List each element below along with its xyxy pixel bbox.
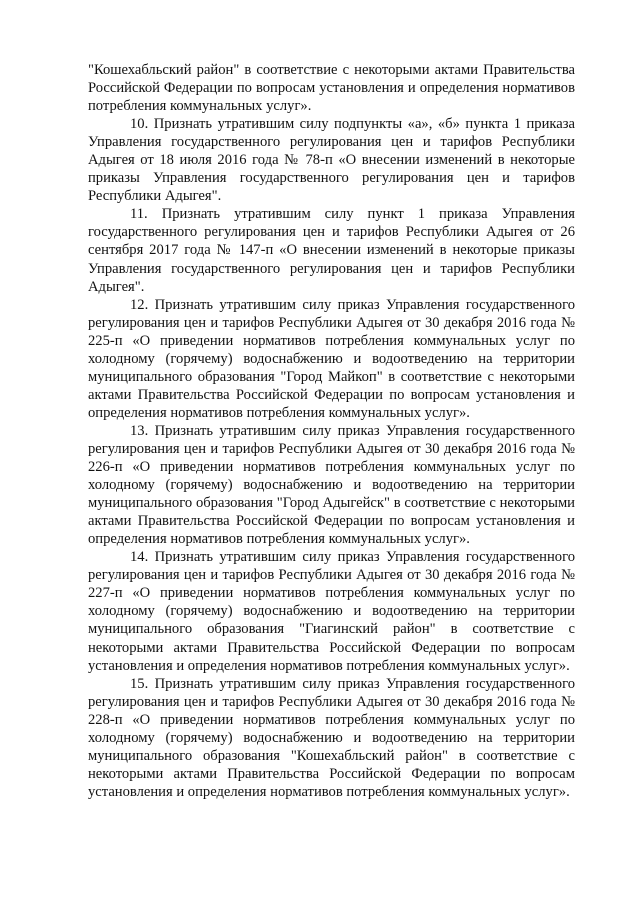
paragraph-item-10: 10. Признать утратившим силу подпункты «а», «б» пункта 1 приказа Управления государственного регулирования цен и тарифов Республики Адыгея от 18 июля 2016 года № 78-п «О внесении изменений в некоторые приказы Управления государственного регулирования цен и тарифов Республики Адыгея". [88,116,575,205]
paragraph-item-14: 14. Признать утратившим силу приказ Управления государственного регулирования цен и тарифов Республики Адыгея от 30 декабря 2016 года № 227-п «О приведении нормативов потребления коммунальных услуг по холодному (горячему) водоснабжению и водоотведению на территории муниципального образования "Гиагинский район" в соответствие с некоторыми актами Правительства Российской Федерации по вопросам установления и определения нормативов потребления коммунальных услуг». [88,549,575,674]
paragraph-continuation: "Кошехабльский район" в соответствие с некоторыми актами Правительства Российской Федерации по вопросам установления и определения нормативов потребления коммунальных услуг». [88,62,575,115]
paragraph-item-12: 12. Признать утратившим силу приказ Управления государственного регулирования цен и тарифов Республики Адыгея от 30 декабря 2016 года № 225-п «О приведении нормативов потребления коммунальных услуг по холодному (горячему) водоснабжению и водоотведению на территории муниципального образования "Город Майкоп" в соответствие с некоторыми актами Правительства Российской Федерации по вопросам установления и определения нормативов потребления коммунальных услуг». [88,296,575,421]
paragraph-item-15: 15. Признать утратившим силу приказ Управления государственного регулирования цен и тарифов Республики Адыгея от 30 декабря 2016 года № 228-п «О приведении нормативов потребления коммунальных услуг по холодному (горячему) водоснабжению и водоотведению на территории муниципального образования "Кошехабльский район" в соответствие с некоторыми актами Правительства Российской Федерации по вопросам установления и определения нормативов потребления коммунальных услуг». [88,675,575,800]
paragraph-item-11: 11. Признать утратившим силу пункт 1 приказа Управления государственного регулирования цен и тарифов Республики Адыгея от 26 сентября 2017 года № 147-п «О внесении изменений в некоторые приказы Управления государственного регулирования цен и тарифов Республики Адыгея". [88,206,575,295]
paragraph-item-13: 13. Признать утратившим силу приказ Управления государственного регулирования цен и тарифов Республики Адыгея от 30 декабря 2016 года № 226-п «О приведении нормативов потребления коммунальных услуг по холодному (горячему) водоснабжению и водоотведению на территории муниципального образования "Город Адыгейск" в соответствие с некоторыми актами Правительства Российской Федерации по вопросам установления и определения нормативов потребления коммунальных услуг». [88,422,575,548]
document-body [88,61,575,801]
